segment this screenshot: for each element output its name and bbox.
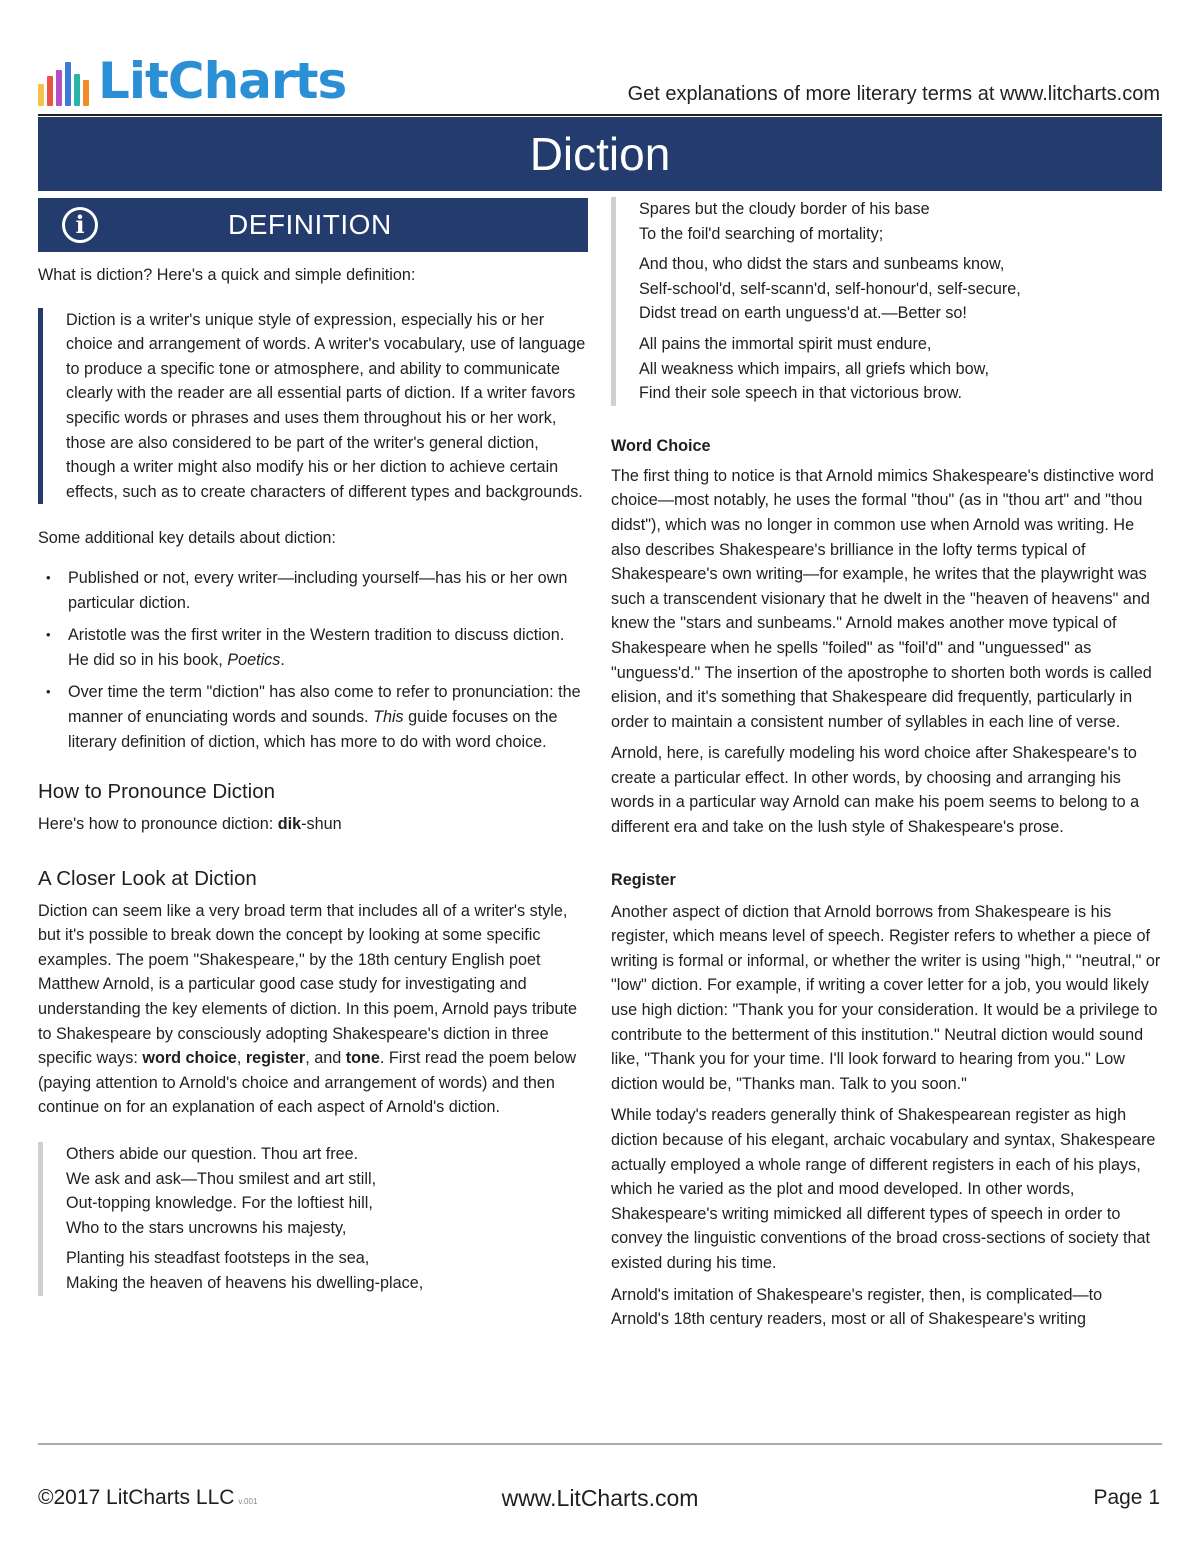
- copyright-text: ©2017 LitCharts LLC: [38, 1486, 235, 1509]
- word-choice-paragraph-2: Arnold, here, is carefully modeling his word choice after Shakespeare's to create a particular effect. In other words, by choosing and arranging his words in a particular way Arnold can make his poem seems to belong to a different era and take on the lush style of Shakespeare's prose.: [611, 744, 1140, 837]
- emphasis-text: This: [373, 707, 404, 726]
- poem-quote-part2: [611, 197, 1162, 406]
- list-item-text: Aristotle was the first writer in the Western tradition to discuss diction. He did so in his book,: [68, 626, 565, 669]
- poem-line: Out-topping knowledge. For the loftiest hill,: [66, 1194, 373, 1213]
- definition-quote: [38, 308, 588, 505]
- logo-text: LitCharts: [98, 52, 347, 110]
- version-label: v.001: [238, 1497, 258, 1506]
- left-column: [38, 198, 588, 1296]
- right-column: [611, 198, 1162, 1332]
- footer-divider: [38, 1443, 1162, 1445]
- poem-line: Find their sole speech in that victorious brow.: [639, 384, 963, 403]
- poem-stanza: [66, 1142, 588, 1240]
- pronounce-intro: Here's how to pronounce diction:: [38, 815, 278, 834]
- poem-stanza: [639, 197, 1162, 246]
- footer-site-link[interactable]: www.LitCharts.com: [501, 1485, 699, 1511]
- poem-stanza: [639, 332, 1162, 406]
- separator: , and: [305, 1049, 346, 1068]
- poem-line: To the foil'd searching of mortality;: [639, 224, 884, 243]
- list-item: [38, 623, 588, 672]
- details-list: [38, 566, 588, 754]
- list-item-text-end: guide focuses on the literary definition of diction, which has more to do with word choice.: [68, 707, 558, 751]
- page-title: Diction: [38, 117, 1162, 191]
- poem-line: Planting his steadfast footsteps in the sea,: [66, 1249, 370, 1268]
- poem-line: We ask and ask—Thou smilest and art still,: [66, 1169, 377, 1188]
- poem-line: Self-school'd, self-scann'd, self-honour'd, self-secure,: [639, 279, 1021, 298]
- poem-quote-part1: [38, 1142, 588, 1296]
- definition-label: DEFINITION: [228, 209, 392, 240]
- poem-line: All pains the immortal spirit must endure,: [639, 334, 932, 353]
- list-item-text: Over time the term "diction" has also come to refer to pronunciation: the manner of enunciating words and sounds.: [68, 683, 581, 726]
- separator: ,: [236, 1049, 246, 1068]
- pronounce-stressed-syllable: dik: [277, 815, 302, 834]
- litcharts-logo[interactable]: [38, 52, 347, 110]
- closer-look-heading: A Closer Look at Diction: [38, 866, 257, 890]
- list-item-text-end: .: [280, 650, 285, 669]
- tagline: Get explanations of more literary terms at www.litcharts.com: [627, 83, 1160, 105]
- header-divider: [38, 114, 1162, 116]
- keyword-register: register: [245, 1049, 306, 1068]
- register-heading: Register: [611, 870, 676, 889]
- word-choice-paragraph-1: The first thing to notice is that Arnold mimics Shakespeare's distinctive word choice—most notably, he uses the formal "thou" (as in "thou art" and "thou didst"), which was no longer in common use when Arnold was writing. He also describes Shakespeare's brilliance in the lofty terms typical of Shakespeare's own writing—for example, he writes that the playwright was such a transcendent visionary that he dwelt in the "heaven of heavens" and knew the "stars and sunbeams." Arnold makes another move typical of Shakespeare when he spells "foiled" as "foil'd" and "unguessed" as "unguess'd." The insertion of the apostrophe to shorten both words is called elision, and it's something that Shakespeare did frequently, particularly in order to maintain a consistent number of syllables in each line of verse.: [611, 466, 1154, 731]
- closer-text-end: . First read the poem below (paying attention to Arnold's choice and arrangement of words) and then continue on for an explanation of each aspect of Arnold's diction.: [38, 1049, 577, 1117]
- register-paragraph-2: While today's readers generally think of Shakespearean register as high diction because of his elegant, archaic vocabulary and syntax, Shakespeare actually employed a whole range of different registers in each of his plays, which he varied as the plot and mood developed. In other words, Shakespeare's writing mimicked all different types of speech in order to convey the linguistic conventions of the broad cross-sections of society that existed during his time.: [611, 1106, 1156, 1272]
- logo-bars-icon: [38, 62, 92, 106]
- closer-text: Diction can seem like a very broad term that includes all of a writer's style, but it's possible to break down the concept by looking at some specific examples. The poem "Shakespeare," by the 18th century English poet Matthew Arnold, is a particular good case study for investigating and understanding the key elements of diction. In this poem, Arnold pays tribute to Shakespeare by consciously adopting Shakespeare's diction in three specific ways:: [38, 901, 578, 1068]
- list-item-text: Published or not, every writer—including yourself—has his or her own particular diction.: [68, 568, 568, 612]
- keyword-word-choice: word choice: [142, 1049, 237, 1068]
- page-number: Page 1: [1093, 1486, 1160, 1509]
- pronounce-rest: -shun: [301, 815, 342, 834]
- poem-stanza: [66, 1246, 588, 1295]
- poem-line: Didst tread on earth unguess'd at.—Better so!: [639, 304, 967, 323]
- poem-line: Making the heaven of heavens his dwelling-place,: [66, 1274, 424, 1292]
- poem-line: And thou, who didst the stars and sunbeams know,: [639, 255, 1005, 274]
- register-paragraph-1: Another aspect of diction that Arnold borrows from Shakespeare is his register, which means level of speech. Register refers to whether a piece of writing is formal or informal, or whether the writer is using "high," "neutral," or "low" diction. For example, if writing a cover letter for a job, you would likely use high diction: "Thank you for your consideration. It would be a privilege to contribute to the betterment of this institution." Neutral diction would sound like, "Thank you for your time. I'll look forward to hearing from you." Low diction would be, "Thanks man. Talk to you soon.": [611, 902, 1161, 1093]
- list-item: [38, 680, 588, 754]
- keyword-tone: tone: [345, 1049, 380, 1068]
- poem-stanza: [639, 252, 1162, 326]
- pronounce-heading: How to Pronounce Diction: [38, 780, 276, 804]
- poem-line: All weakness which impairs, all griefs which bow,: [639, 359, 989, 378]
- list-item: [38, 566, 588, 615]
- definition-banner: [38, 198, 588, 252]
- poem-line: Who to the stars uncrowns his majesty,: [66, 1218, 347, 1237]
- details-intro: Some additional key details about diction:: [38, 529, 336, 548]
- definition-quote-text: Diction is a writer's unique style of expression, especially his or her choice and arrangement of words. A writer's vocabulary, use of language to produce a specific tone or atmosphere, and ability to communicate clearly with the reader are all essential parts of diction. If a writer favors specific words or phrases and uses them throughout his or her work, those are also considered to be part of the writer's general diction, though a writer might also modify his or her diction to achieve certain effects, such as to create characters of different types and backgrounds.: [66, 310, 586, 501]
- word-choice-heading: Word Choice: [611, 436, 711, 455]
- poem-line: Others abide our question. Thou art free.: [66, 1145, 359, 1164]
- poem-line: Spares but the cloudy border of his base: [639, 200, 930, 218]
- register-paragraph-3: Arnold's imitation of Shakespeare's register, then, is complicated—to Arnold's 18th century readers, most or all of Shakespeare's writing: [611, 1285, 1103, 1329]
- pronounce-text: [38, 812, 588, 837]
- info-icon: i: [62, 207, 98, 243]
- closer-look-paragraph: [38, 899, 588, 1120]
- definition-intro: What is diction? Here's a quick and simple definition:: [38, 266, 416, 284]
- book-title-poetics: Poetics: [227, 650, 281, 669]
